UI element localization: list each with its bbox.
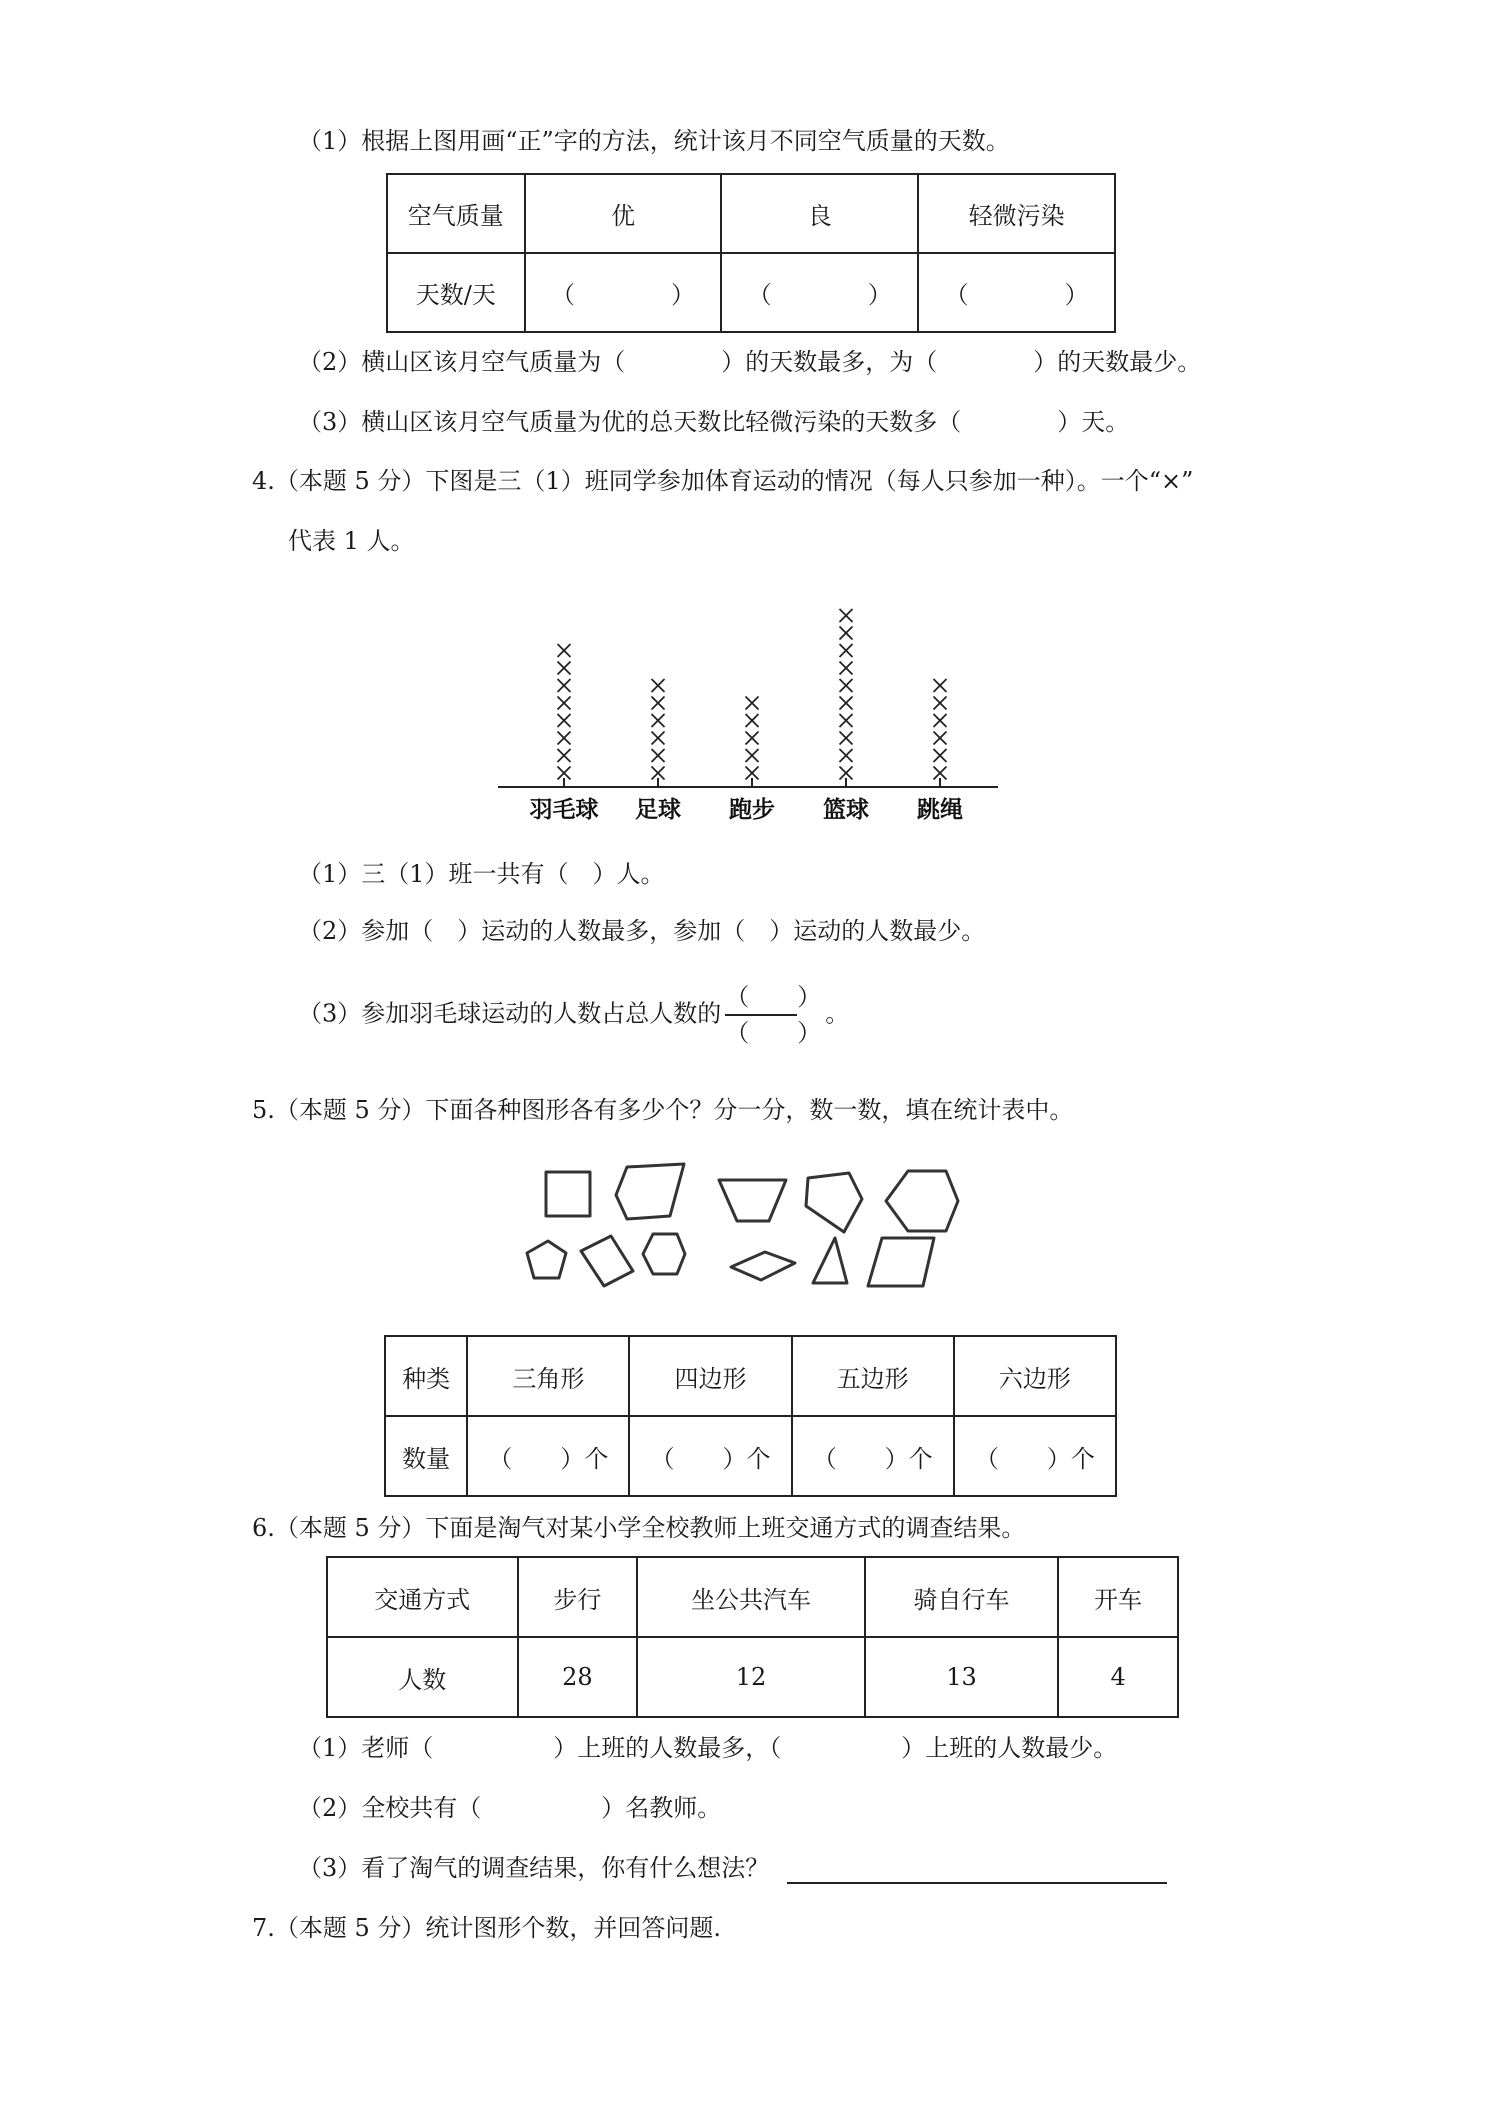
q4-sub1: （1）三（1）班一共有（ ）人。 [298,860,665,888]
table-cell-value: 13 [865,1637,1059,1717]
table-header-cell: 四边形 [629,1336,791,1416]
shapes-figure [510,1150,970,1310]
fraction-bar [725,1014,797,1016]
triangle-shape [813,1238,847,1283]
q4-sub3 [298,982,849,1048]
answer-blank[interactable]: （ ）个 [629,1416,791,1496]
table-cell-value: 28 [518,1637,638,1717]
q4-sub3-end: 。 [825,999,850,1028]
x-mark [558,644,571,657]
shape-count-table [384,1335,1117,1497]
table-header-cell: 种类 [385,1336,467,1416]
q4-stem: 4.（本题 5 分）下图是三（1）班同学参加体育运动的情况（每人只参加一种）。一个“×” [252,467,1194,495]
q4-sub3-text: （3）参加羽毛球运动的人数占总人数的 [298,999,722,1028]
x-mark [652,697,665,710]
x-mark [934,714,947,727]
q3-sub1: （1）根据上图用画“正”字的方法，统计该月不同空气质量的天数。 [298,127,1010,155]
x-mark [652,732,665,745]
x-mark [840,679,853,692]
x-mark [934,732,947,745]
x-mark [934,749,947,762]
x-mark [746,732,759,745]
table-header-cell: 三角形 [467,1336,629,1416]
table-row-label: 数量 [385,1416,467,1496]
x-mark [746,767,759,780]
table-header-cell: 坐公共汽车 [637,1557,864,1637]
x-mark [840,627,853,640]
category-label: 跑步 [729,797,775,823]
x-mark [558,679,571,692]
category-label: 跳绳 [917,797,963,823]
x-mark [652,679,665,692]
answer-line[interactable] [787,1856,1167,1884]
x-mark [652,767,665,780]
table-header-cell: 交通方式 [327,1557,518,1637]
pentagon-shape [806,1173,862,1232]
x-mark [558,697,571,710]
category-label: 篮球 [823,797,869,823]
x-mark [652,714,665,727]
table-cell-value: 4 [1058,1637,1178,1717]
answer-blank[interactable]: （ ）个 [954,1416,1116,1496]
answer-blank[interactable]: （ ）个 [467,1416,629,1496]
x-mark [840,732,853,745]
x-mark [934,697,947,710]
air-quality-table [386,173,1116,333]
rhombus-shape [731,1252,795,1280]
pentagon-shape [527,1241,566,1278]
fraction-denominator[interactable]: （ ） [725,1019,822,1047]
table-cell-value: 12 [637,1637,864,1717]
answer-blank[interactable]: （ ） [525,253,722,332]
answer-blank[interactable]: （ ） [721,253,918,332]
table-row-label: 天数/天 [387,253,525,332]
answer-blank[interactable]: （ ）个 [792,1416,954,1496]
x-mark [840,697,853,710]
q7-stem: 7.（本题 5 分）统计图形个数，并回答问题. [252,1914,722,1942]
x-mark [840,749,853,762]
category-label: 羽毛球 [529,797,599,823]
q6-sub2: （2）全校共有（ ）名教师。 [298,1794,722,1822]
x-mark [934,679,947,692]
table-header-cell: 五边形 [792,1336,954,1416]
hexagon-shape [886,1171,958,1231]
parallelogram-shape [868,1238,934,1286]
x-mark [652,749,665,762]
quadrilateral-shape [581,1236,633,1286]
x-mark [840,644,853,657]
pentagon-shape [616,1164,684,1219]
table-header-cell: 空气质量 [387,174,525,253]
x-mark [840,767,853,780]
q6-sub3 [298,1852,1167,1884]
x-mark [558,767,571,780]
q3-sub3: （3）横山区该月空气质量为优的总天数比轻微污染的天数多（ ）天。 [298,408,1130,436]
table-header-cell: 六边形 [954,1336,1116,1416]
table-row-label: 人数 [327,1637,518,1717]
x-mark [558,732,571,745]
q4-sub2: （2）参加（ ）运动的人数最多，参加（ ）运动的人数最少。 [298,917,986,945]
x-mark [746,749,759,762]
fraction-numerator[interactable]: （ ） [725,983,822,1011]
x-mark [746,714,759,727]
table-header-cell: 骑自行车 [865,1557,1059,1637]
line-plot-chart [490,575,1010,835]
q3-sub2: （2）横山区该月空气质量为（ ）的天数最多，为（ ）的天数最少。 [298,348,1202,376]
hexagon-shape [643,1234,685,1274]
q6-sub1: （1）老师（ ）上班的人数最多，（ ）上班的人数最少。 [298,1734,1118,1762]
answer-blank[interactable]: （ ） [918,253,1115,332]
x-mark [558,749,571,762]
x-mark [558,662,571,675]
category-label: 足球 [635,797,681,823]
x-mark [934,767,947,780]
q6-sub3-text: （3）看了淘气的调查结果，你有什么想法？ [298,1854,770,1882]
square-shape [546,1172,590,1216]
x-mark [840,662,853,675]
table-header-cell: 轻微污染 [918,174,1115,253]
x-mark [558,714,571,727]
table-header-cell: 良 [721,174,918,253]
x-mark [840,714,853,727]
x-mark [746,697,759,710]
fraction-blank[interactable] [725,982,821,1048]
table-header-cell: 优 [525,174,722,253]
q5-stem: 5.（本题 5 分）下面各种图形各有多少个？分一分，数一数，填在统计表中。 [252,1096,1074,1124]
q4-stem-cont: 代表 1 人。 [288,527,415,555]
q6-stem: 6.（本题 5 分）下面是淘气对某小学全校教师上班交通方式的调查结果。 [252,1514,1026,1542]
x-mark [840,609,853,622]
table-header-cell: 步行 [518,1557,638,1637]
table-header-cell: 开车 [1058,1557,1178,1637]
transport-survey-table [326,1556,1179,1718]
trapezoid-shape [719,1180,786,1221]
